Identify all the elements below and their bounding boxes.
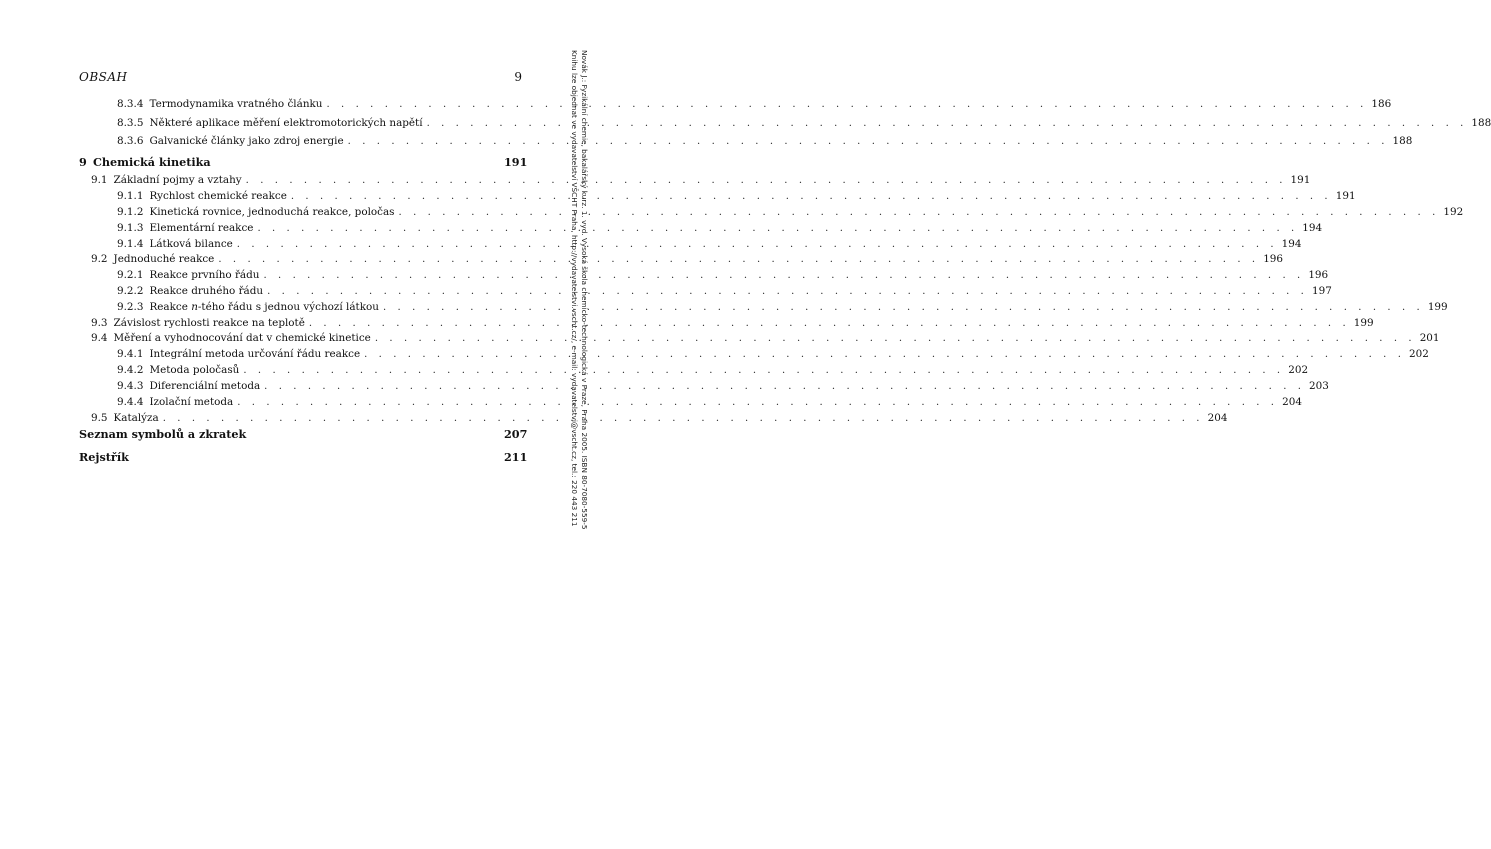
toc-section-entry[interactable] xyxy=(91,331,1440,346)
toc-entry-page-number: 203 xyxy=(1309,380,1329,392)
toc-entry-page-number: 194 xyxy=(1281,238,1302,250)
toc-entry-title: Základní pojmy a vztahy xyxy=(113,174,242,186)
toc-entry-page-number: 186 xyxy=(1371,98,1392,110)
toc-subsection-entry[interactable] xyxy=(117,347,1429,362)
toc-entry-title: Elementární reakce xyxy=(149,222,254,234)
toc-entry-title: Izolační metoda xyxy=(149,396,234,408)
toc-entry-title: Seznam symbolů a zkratek xyxy=(79,427,247,441)
toc-subsection-entry[interactable] xyxy=(117,284,1332,299)
toc-entry-number: 8.3.5 xyxy=(117,117,144,129)
toc-subsection-entry[interactable] xyxy=(117,379,1329,394)
toc-entry-page-number: 199 xyxy=(1427,301,1448,313)
toc-entry-page-number: 197 xyxy=(1311,285,1332,297)
toc-section-entry[interactable] xyxy=(91,252,1284,267)
toc-subsection-entry[interactable] xyxy=(117,300,1448,315)
toc-entry-number: 9.2 xyxy=(91,253,108,265)
toc-dot-leader: . . . . . . . . . . . . . . . . . . . . . . . . . . . . . . . . . . . . . . . . . . . . . . . . . . . . . . . . . . . . . . . . . . . . . . . . xyxy=(162,413,1204,424)
toc-entry-title: Integrální metoda určování řádu reakce xyxy=(149,348,361,360)
toc-entry-number: 9.4.4 xyxy=(117,396,144,408)
toc-dot-leader: . . . . . . . . . . . . . . . . . . . . . . . . . . . . . . . . . . . . . . . . . . . . . . . . . . . . . . . . . . . . . . . . . . . . . . . . xyxy=(326,99,1368,110)
toc-entry-page-number: 204 xyxy=(1207,412,1228,424)
toc-dot-leader: . . . . . . . . . . . . . . . . . . . . . . . . . . . . . . . . . . . . . . . . . . . . . . . . . . . . . . . . . . . . . . . . . . . . . . . . xyxy=(237,397,1279,408)
toc-subsection-entry[interactable] xyxy=(117,189,1356,204)
toc-entry-title: Katalýza xyxy=(113,412,159,424)
toc-entry-page-number: 196 xyxy=(1263,253,1284,265)
running-header-title: OBSAH xyxy=(79,70,128,84)
toc-entry-title: Rychlost chemické reakce xyxy=(149,190,287,202)
toc-dot-leader: . . . . . . . . . . . . . . . . . . . . . . . . . . . . . . . . . . . . . . . . . . . . . . . . . . . . . . . . . . . . . . . . . . . . . . . . xyxy=(243,365,1285,376)
toc-entry-title: Rejstřík xyxy=(79,450,129,464)
toc-entry-number: 9.4.1 xyxy=(117,348,144,360)
toc-entry-number: 9 xyxy=(79,155,87,169)
toc-dot-leader: . . . . . . . . . . . . . . . . . . . . . . . . . . . . . . . . . . . . . . . . . . . . . . . . . . . . . . . . . . . . . . . . . . . . . . . . xyxy=(267,286,1308,297)
toc-dot-leader: . . . . . . . . . . . . . . . . . . . . . . . . . . . . . . . . . . . . . . . . . . . . . . . . . . . . . . . . . . . . . . . . . . . . . . . . xyxy=(347,136,1389,147)
toc-subsection-entry[interactable] xyxy=(117,268,1329,283)
toc-entry-page-number: 207 xyxy=(504,427,528,441)
toc-entry-number: 9.2.1 xyxy=(117,269,144,281)
toc-entry-number: 9.1.4 xyxy=(117,238,144,250)
toc-entry-page-number: 202 xyxy=(1288,364,1309,376)
toc-entry-title: Termodynamika vratného článku xyxy=(149,98,323,110)
running-header-page-number: 9 xyxy=(514,70,522,84)
toc-entry-number: 9.1.2 xyxy=(117,206,144,218)
toc-dot-leader: . . . . . . . . . . . . . . . . . . . . . . . . . . . . . . . . . . . . . . . . . . . . . . . . . . . . . . . . . . . . . . . . . . . . . . . . xyxy=(236,239,1278,250)
toc-entry-number: 9.1.3 xyxy=(117,222,144,234)
toc-entry-number: 9.4.3 xyxy=(117,380,144,392)
toc-subsection-entry[interactable] xyxy=(117,395,1302,410)
toc-entry-page-number: 191 xyxy=(504,155,528,169)
toc-entry-number: 9.5 xyxy=(91,412,108,424)
toc-subsection-entry[interactable] xyxy=(117,237,1302,252)
toc-entry-number: 9.4.2 xyxy=(117,364,144,376)
toc-section-entry[interactable] xyxy=(91,411,1228,426)
toc-entry-title: Diferenciální metoda xyxy=(149,380,261,392)
toc-subsection-entry[interactable] xyxy=(117,134,1413,149)
toc-entry-page-number: 192 xyxy=(1443,206,1464,218)
toc-section-entry[interactable] xyxy=(91,173,1311,188)
toc-entry-title: Závislost rychlosti reakce na teplotě xyxy=(113,317,305,329)
toc-entry-number: 9.1 xyxy=(91,174,108,186)
toc-dot-leader: . . . . . . . . . . . . . . . . . . . . . . . . . . . . . . . . . . . . . . . . . . . . . . . . . . . . . . . . . . . . . . . . . . . . . . . . xyxy=(245,175,1287,186)
side-note xyxy=(553,50,589,630)
toc-chapter-entry[interactable] xyxy=(79,450,528,465)
toc-entry-number: 9.4 xyxy=(91,332,108,344)
toc-entry-title: Některé aplikace měření elektromotorických napětí xyxy=(149,117,423,129)
toc-entry-title: Reakce n-tého řádu s jednou výchozí látkou xyxy=(149,301,379,313)
toc-entry-title: Chemická kinetika xyxy=(93,155,211,169)
toc-entry-page-number: 188 xyxy=(1392,135,1413,147)
toc-subsection-entry[interactable] xyxy=(117,221,1323,236)
toc-entry-number: 9.1.1 xyxy=(117,190,144,202)
toc-entry-title: Látková bilance xyxy=(149,238,233,250)
toc-entry-page-number: 191 xyxy=(1335,190,1356,202)
toc-dot-leader: . . . . . . . . . . . . . . . . . . . . . . . . . . . . . . . . . . . . . . . . . . . . . . . . . . . . . . . . . . . . . . . . . . . . . . . . xyxy=(426,118,1468,129)
toc-entry-title: Jednoduché reakce xyxy=(113,253,215,265)
toc-entry-page-number: 188 xyxy=(1471,117,1491,129)
toc-entry-page-number: 196 xyxy=(1308,269,1329,281)
toc-dot-leader: . . . . . . . . . . . . . . . . . . . . . . . . . . . . . . . . . . . . . . . . . . . . . . . . . . . . . . . . . . . . . . . . . . . . . . . . xyxy=(398,207,1440,218)
toc-entry-title: Měření a vyhodnocování dat v chemické kinetice xyxy=(113,332,371,344)
toc-entry-page-number: 202 xyxy=(1408,348,1429,360)
toc-dot-leader: . . . . . . . . . . . . . . . . . . . . . . . . . . . . . . . . . . . . . . . . . . . . . . . . . . . . . . . . . . . . . . . . . . . . . . . . xyxy=(264,381,1306,392)
side-note-line-1: Novák J.: Fyzikální chemie, bakalářský kurz. 1. vyd. Vysoká škola chemicko-technologická v Praze, Praha 2005. ISBN 80-7080-559-5 xyxy=(580,50,589,530)
toc-subsection-entry[interactable] xyxy=(117,97,1392,112)
toc-entry-number: 9.3 xyxy=(91,317,108,329)
toc-entry-number: 8.3.6 xyxy=(117,135,144,147)
toc-entry-page-number: 191 xyxy=(1290,174,1311,186)
toc-entry-number: 8.3.4 xyxy=(117,98,144,110)
toc-dot-leader: . . . . . . . . . . . . . . . . . . . . . . . . . . . . . . . . . . . . . . . . . . . . . . . . . . . . . . . . . . . . . . . . . . . . . . . . xyxy=(382,302,1424,313)
toc-entry-title: Metoda poločasů xyxy=(149,364,240,376)
toc-entry-title: Reakce prvního řádu xyxy=(149,269,260,281)
toc-entry-page-number: 201 xyxy=(1419,332,1440,344)
toc-entry-page-number: 199 xyxy=(1353,317,1374,329)
toc-entry-page-number: 211 xyxy=(504,450,528,464)
toc-entry-title: Kinetická rovnice, jednoduchá reakce, poločas xyxy=(149,206,395,218)
toc-chapter-entry[interactable] xyxy=(79,427,528,442)
toc-dot-leader: . . . . . . . . . . . . . . . . . . . . . . . . . . . . . . . . . . . . . . . . . . . . . . . . . . . . . . . . . . . . . . . . . . . . . . . . xyxy=(257,223,1299,234)
toc-dot-leader: . . . . . . . . . . . . . . . . . . . . . . . . . . . . . . . . . . . . . . . . . . . . . . . . . . . . . . . . . . . . . . . . . . . . . . . . xyxy=(290,191,1332,202)
toc-chapter-entry[interactable] xyxy=(79,155,528,170)
toc-dot-leader: . . . . . . . . . . . . . . . . . . . . . . . . . . . . . . . . . . . . . . . . . . . . . . . . . . . . . . . . . . . . . . . . . . . . . . . . xyxy=(263,270,1305,281)
toc-subsection-entry[interactable] xyxy=(117,116,1491,131)
toc-subsection-entry[interactable] xyxy=(117,363,1309,378)
toc-dot-leader: . . . . . . . . . . . . . . . . . . . . . . . . . . . . . . . . . . . . . . . . . . . . . . . . . . . . . . . . . . . . . . . . . . . . . . . . xyxy=(374,333,1416,344)
toc-entry-title: Galvanické články jako zdroj energie xyxy=(149,135,344,147)
toc-entry-number: 9.2.2 xyxy=(117,285,144,297)
toc-entry-number: 9.2.3 xyxy=(117,301,144,313)
toc-entry-page-number: 204 xyxy=(1282,396,1302,408)
toc-dot-leader: . . . . . . . . . . . . . . . . . . . . . . . . . . . . . . . . . . . . . . . . . . . . . . . . . . . . . . . . . . . . . . . . . . . . . . . . xyxy=(218,254,1260,265)
toc-subsection-entry[interactable] xyxy=(117,205,1464,220)
toc-dot-leader: . . . . . . . . . . . . . . . . . . . . . . . . . . . . . . . . . . . . . . . . . . . . . . . . . . . . . . . . . . . . . . . . . . . . . . . . xyxy=(308,318,1350,329)
toc-section-entry[interactable] xyxy=(91,316,1374,331)
side-note-line-2: Knihu lze objednat ve vydavatelství VŠCHT Praha, http://vydavatelstvi.vscht.cz/, e-mail: vydavatelstvi@vscht.cz, tel.: 220 443 211 xyxy=(570,50,579,527)
toc-entry-title: Reakce druhého řádu xyxy=(149,285,264,297)
toc-entry-page-number: 194 xyxy=(1302,222,1323,234)
toc-dot-leader: . . . . . . . . . . . . . . . . . . . . . . . . . . . . . . . . . . . . . . . . . . . . . . . . . . . . . . . . . . . . . . . . . . . . . . . . xyxy=(364,349,1405,360)
